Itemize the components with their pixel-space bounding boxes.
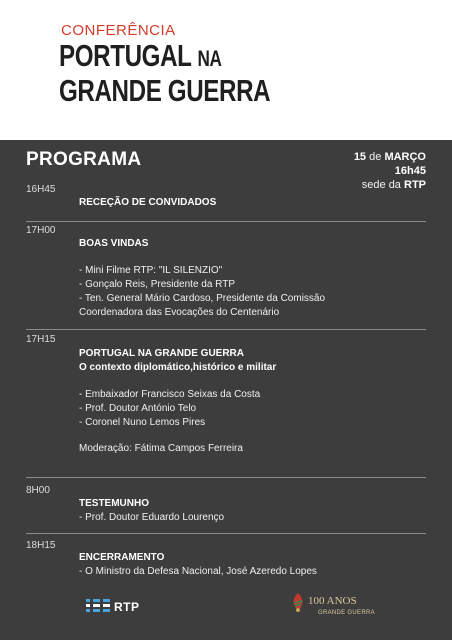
programa-title: PROGRAMA <box>26 149 142 170</box>
session-item: - Coronel Nuno Lemos Pires <box>79 417 206 428</box>
venue-name: RTP <box>404 179 426 191</box>
session-time: 8H00 <box>26 485 50 496</box>
session-title: PORTUGAL NA GRANDE GUERRA <box>79 348 245 359</box>
divider <box>26 477 426 478</box>
sponsor-logos <box>0 585 452 640</box>
session-item: - Gonçalo Reis, Presidente da RTP <box>79 279 236 290</box>
session-time: 18H15 <box>26 540 56 551</box>
session-title: RECEÇÃO DE CONVIDADOS <box>79 197 217 208</box>
centenary-years-text: 100 ANOS <box>308 595 357 607</box>
session-item: - Embaixador Francisco Seixas da Costa <box>79 389 261 400</box>
session-item: - O Ministro da Defesa Nacional, José Azeredo Lopes <box>79 566 317 577</box>
session-item: Coordenadora das Evocações do Centenário <box>79 307 280 318</box>
session-subtitle: O contexto diplomático,histórico e militar <box>79 362 277 373</box>
rtp-logo-text: RTP <box>114 600 140 614</box>
event-date-info <box>354 150 426 192</box>
title-portugal: PORTUGAL <box>59 38 192 73</box>
divider <box>26 533 426 534</box>
title-line-1 <box>59 38 221 74</box>
session-moderator: Moderação: Fátima Campos Ferreira <box>79 443 243 454</box>
session-title: TESTEMUNHO <box>79 498 149 509</box>
centenary-war-text: GRANDE GUERRA <box>318 610 375 616</box>
centenary-emblem-icon <box>290 591 306 613</box>
divider <box>26 329 426 330</box>
title-line-2: GRANDE GUERRA <box>59 73 271 108</box>
venue-prefix: sede da <box>361 179 401 191</box>
programa-panel <box>0 140 452 640</box>
session-title: BOAS VINDAS <box>79 238 149 249</box>
title-na: NA <box>197 46 222 71</box>
session-item: - Prof. Doutor Eduardo Lourenço <box>79 512 225 523</box>
date-day: 15 <box>353 151 367 163</box>
session-time: 17H00 <box>26 225 56 236</box>
session-title: ENCERRAMENTO <box>79 552 165 563</box>
event-time: 16h45 <box>394 165 426 177</box>
session-item: - Prof. Doutor António Telo <box>79 403 197 414</box>
rtp-logo-icon <box>86 599 110 615</box>
session-item: - Ten. General Mário Cardoso, Presidente da Comissão <box>79 293 326 304</box>
event-venue <box>354 178 426 192</box>
header <box>0 0 452 140</box>
session-time: 17H15 <box>26 334 56 345</box>
conference-kicker: CONFERÊNCIA <box>61 22 176 39</box>
date-month: MARÇO <box>384 151 426 163</box>
event-date <box>354 150 426 164</box>
date-de: de <box>369 151 382 163</box>
divider <box>26 221 426 222</box>
session-time: 16H45 <box>26 184 56 195</box>
session-item: - Mini Filme RTP: "IL SILENZIO" <box>79 265 223 276</box>
